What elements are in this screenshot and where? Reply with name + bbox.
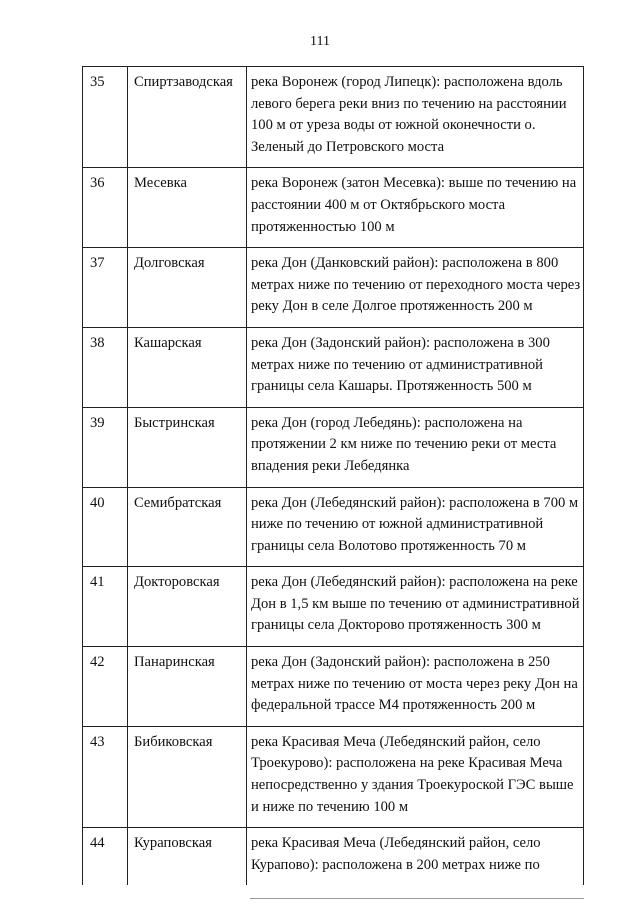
row-description: река Дон (Задонский район): расположена в 300 метрах ниже по течению от административной границы села Кашары. Протяженность 500 м xyxy=(247,327,584,407)
row-number: 43 xyxy=(83,726,128,827)
row-name: Спиртзаводская xyxy=(128,67,247,168)
page-number: 111 xyxy=(310,34,330,49)
row-number: 44 xyxy=(83,828,128,886)
row-number: 41 xyxy=(83,567,128,647)
row-name: Быстринская xyxy=(128,407,247,487)
row-name: Кураповская xyxy=(128,828,247,886)
row-description: река Дон (Лебедянский район): расположена в 700 м ниже по течению от южной административной границы села Волотово протяженность 70 м xyxy=(247,487,584,567)
row-number: 42 xyxy=(83,647,128,727)
row-name: Месевка xyxy=(128,168,247,248)
row-description: река Воронеж (город Липецк): расположена вдоль левого берега реки вниз по течению на расстоянии 100 м от уреза воды от южной оконечности о. Зеленый до Петровского моста xyxy=(247,67,584,168)
row-name: Кашарская xyxy=(128,327,247,407)
row-name: Долговская xyxy=(128,248,247,328)
row-description: река Воронеж (затон Месевка): выше по течению на расстоянии 400 м от Октябрьского моста протяженностью 100 м xyxy=(247,168,584,248)
row-number: 38 xyxy=(83,327,128,407)
scan-bottom-rule xyxy=(250,898,584,899)
row-number: 39 xyxy=(83,407,128,487)
table-row xyxy=(83,647,584,727)
table-row xyxy=(83,487,584,567)
row-description: река Красивая Меча (Лебедянский район, село Курапово): расположена в 200 метрах ниже по xyxy=(247,828,584,886)
table-row xyxy=(83,567,584,647)
row-number: 37 xyxy=(83,248,128,328)
row-number: 36 xyxy=(83,168,128,248)
beaches-table xyxy=(82,66,584,885)
table-row xyxy=(83,327,584,407)
row-number: 40 xyxy=(83,487,128,567)
row-description: река Дон (Данковский район): расположена в 800 метрах ниже по течению от переходного моста через реку Дон в селе Долгое протяженность 200 м xyxy=(247,248,584,328)
table-row xyxy=(83,726,584,827)
row-name: Семибратская xyxy=(128,487,247,567)
row-description: река Красивая Меча (Лебедянский район, село Троекурово): расположена на реке Красивая Меча непосредственно у здания Троекуроской ГЭС выше и ниже по течению 100 м xyxy=(247,726,584,827)
table-row xyxy=(83,168,584,248)
row-name: Бибиковская xyxy=(128,726,247,827)
table-row xyxy=(83,407,584,487)
table-row xyxy=(83,67,584,168)
row-number: 35 xyxy=(83,67,128,168)
row-description: река Дон (Лебедянский район): расположена на реке Дон в 1,5 км выше по течению от административной границы села Докторово протяженность 300 м xyxy=(247,567,584,647)
row-description: река Дон (город Лебедянь): расположена на протяжении 2 км ниже по течению реки от места впадения реки Лебедянка xyxy=(247,407,584,487)
row-name: Докторовская xyxy=(128,567,247,647)
table-row xyxy=(83,828,584,886)
table-row xyxy=(83,248,584,328)
row-name: Панаринская xyxy=(128,647,247,727)
row-description: река Дон (Задонский район): расположена в 250 метрах ниже по течению от моста через реку Дон на федеральной трассе М4 протяженность 200 м xyxy=(247,647,584,727)
